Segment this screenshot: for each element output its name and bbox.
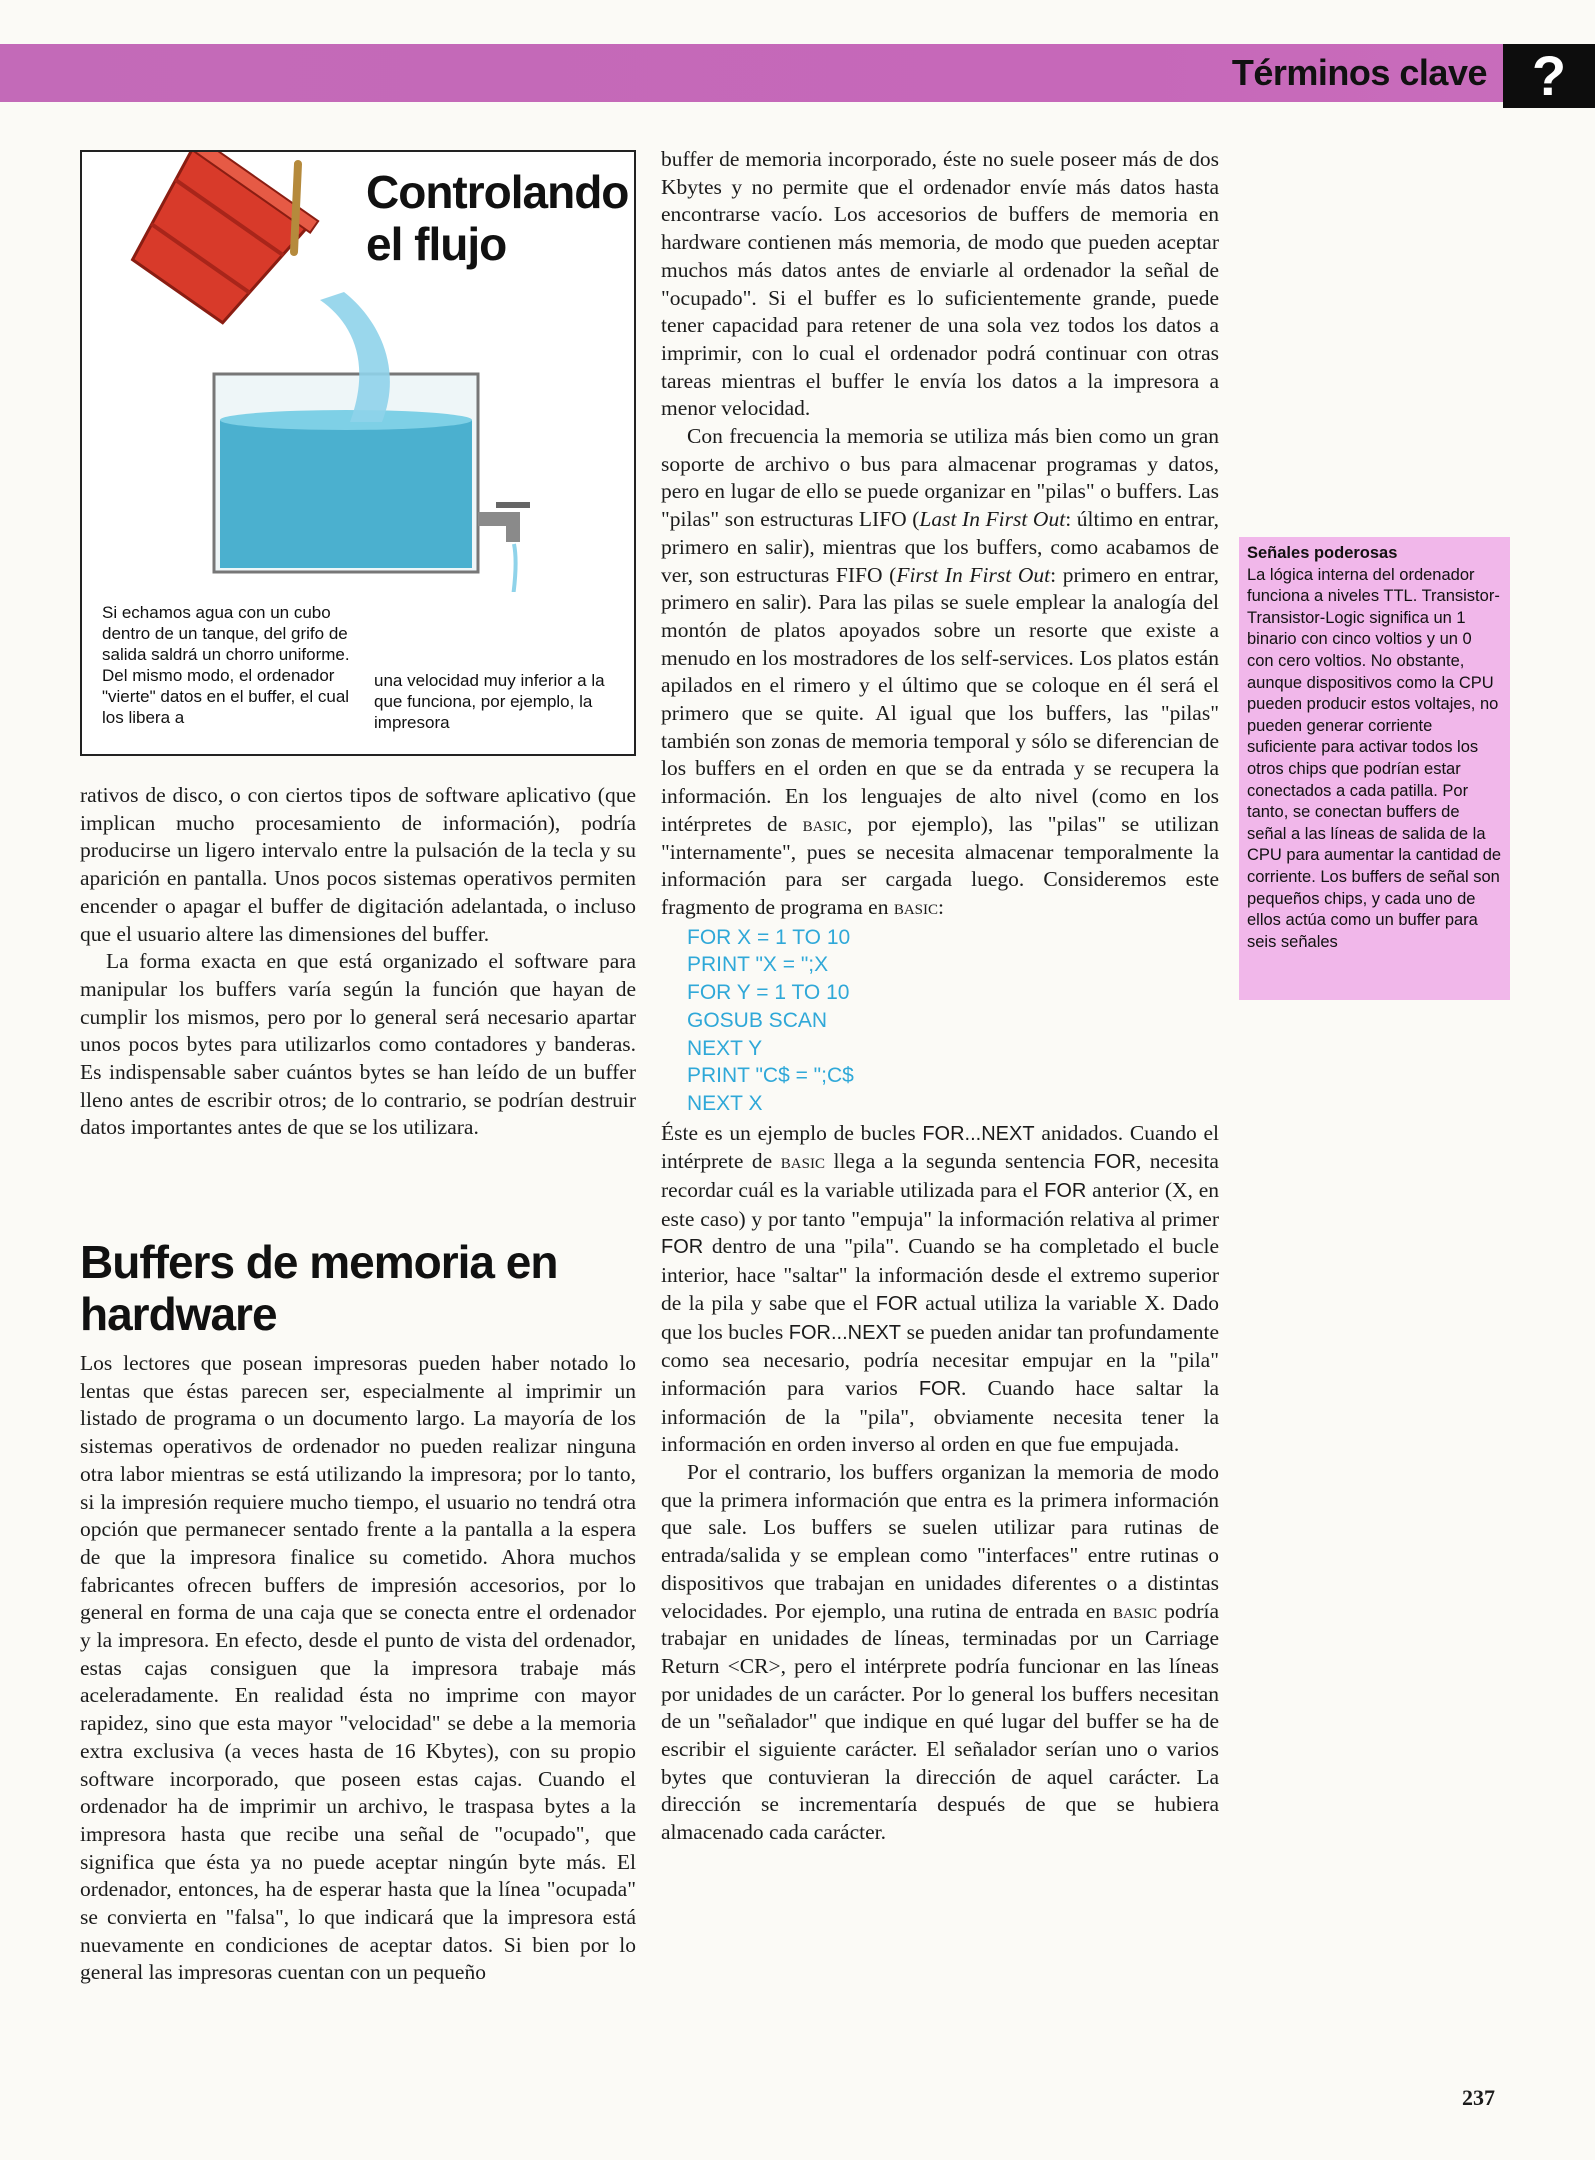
paragraph: Los lectores que posean impresoras pueden haber notado lo lentas que éstas parecen ser, especialmente al imprimir un listado de programa o un documento largo. La mayoría de los sistemas operativos de ordenador no pueden realizar ninguna otra labor mientras se está utilizando la impresora; por lo tanto, si la impresión requiere mucho tiempo, el usuario no tendrá otra opción que permanecer sentado frente a la pantalla a la espera de que la impresora finalice su cometido. Ahora muchos fabricantes ofrecen buffers de impresión accesorios, por lo general en forma de una caja que se conecta entre el ordenador y la impresora. En efecto, desde el punto de vista del ordenador, estas cajas consiguen que la impresora trabaje más aceleradamente. En realidad ésta no imprime con mayor rapidez, sino que esta mayor "velocidad" se debe a la memoria extra exclusiva (a veces hasta de 16 Kbytes), con su propio software incorporado, que poseen estas cajas. Cuando el ordenador ha de imprimir un archivo, le traspasa bytes a la impresora hasta que recibe una señal de "ocupado", que significa que ésta ya no puede aceptar ningún byte más. El ordenador, entonces, ha de esperar hasta que la línea "ocupada" se convierta en "falsa", lo que indicará que la impresora está nuevamente en condiciones de aceptar datos. Si bien por lo general las impresoras cuentan con un pequeño <box>80 1351 636 1985</box>
page-number: 237 <box>1462 2085 1495 2110</box>
sidebar-box <box>1239 537 1510 1000</box>
header-title: Términos clave <box>1231 52 1487 93</box>
figure-title: Controlando el flujo <box>366 166 629 270</box>
tank-water <box>220 420 472 568</box>
illustration-box <box>80 150 636 756</box>
code-line: NEXT X <box>687 1091 763 1115</box>
figure-caption-part-1: Si echamos agua con un cubo dentro de un tanque, del grifo de salida saldrá un chorro uniforme. Del mismo modo, el ordenador "vierte" datos en el buffer, el cual los libera a <box>102 603 350 727</box>
bucket-icon <box>116 152 318 334</box>
bucket-handle <box>294 164 298 252</box>
code-line: PRINT "C$ = ";C$ <box>687 1064 854 1088</box>
sidebar-title: Señales poderosas <box>1247 544 1398 562</box>
paragraph: Por el contrario, los buffers organizan la memoria de modo que la primera información que entra es la primera información que sale. Los buffers se suelen utilizar para rutinas de entrada/salida y se emplean como "interfaces" entre rutinas o dispositivos que trabajan en unidades diferentes o a distintas velocidades. Por ejemplo, una rutina de entrada en basic podría trabajar en unidades de líneas, terminadas por un Carriage Return <CR>, pero el intérprete podría funcionar en las líneas por unidades de un carácter. Por lo general los buffers necesitan de un "señalador" que indique en qué lugar del buffer se ha de escribir el siguiente carácter. El señalador serían uno o varios bytes que contuvieran la dirección de aquel carácter. La dirección se incrementaría después de que se hubiera almacenado cada carácter. <box>661 1460 1219 1845</box>
left-column-upper <box>80 782 636 1142</box>
middle-column <box>661 146 1219 1847</box>
code-line: PRINT "X = ";X <box>687 953 829 977</box>
paragraph: La forma exacta en que está organizado el software para manipular los buffers varía según la función que hayan de cumplir los mismos, pero por lo general será necesario apartar unos pocos bytes para utilizarlos como contadores y banderas. Es indispensable saber cuántos bytes se han leído de un buffer lleno antes de escribir otros; de lo contrario, se podrían destruir datos importantes antes de que se los utilizara. <box>80 949 636 1140</box>
left-column-lower <box>80 1350 636 1987</box>
code-line: NEXT Y <box>687 1036 763 1060</box>
code-line: GOSUB SCAN <box>687 1008 828 1032</box>
tap-icon <box>478 502 530 592</box>
question-mark-icon: ? <box>1503 44 1595 108</box>
paragraph: rativos de disco, o con ciertos tipos de software aplicativo (que implican mucho procesamiento de información), podría producirse un ligero intervalo entre la pulsación de la tecla y su aparición en pantalla. Unos pocos sistemas operativos permiten encender o apagar el buffer de digitación adelantada, o incluso que el usuario altere las dimensiones del buffer. <box>80 783 636 946</box>
code-line: FOR X = 1 TO 10 <box>687 925 851 949</box>
paragraph: Éste es un ejemplo de bucles FOR...NEXT anidados. Cuando el intérprete de basic llega a la segunda sentencia FOR, necesita recordar cuál es la variable utilizada para el FOR anterior (X, en este caso) y por tanto "empuja" la información relativa al primer FOR dentro de una "pila". Cuando se ha completado el bucle interior, hace "saltar" la información desde el extremo superior de la pila y sabe que el FOR actual utiliza la variable X. Dado que los bucles FOR...NEXT se pueden anidar tan profundamente como sea necesario, podría necesitar empujar en la "pila" información para varios FOR. Cuando hace saltar la información de la "pila", obviamente necesita tener la información en orden inverso al orden en que fue empujada. <box>661 1120 1220 1457</box>
paragraph: Con frecuencia la memoria se utiliza más bien como un gran soporte de archivo o bus para almacenar programas y datos, pero en lugar de ello se puede organizar en "pilas" o buffers. Las "pilas" son estructuras LIFO (Last In First Out: último en entrar, primero en salir), mientras que los buffers, como acabamos de ver, son estructuras FIFO (First In First Out: primero en entrar, primero en salir). Para las pilas se suele emplear la analogía del montón de platos apoyados sobre un resorte que existe a menudo en los mostradores de los self-services. Los platos están apilados en el rimero y el último que se coloque en él será el primero que se quite. Al igual que los buffers, las "pilas" también son zonas de memoria temporal y sólo se diferencian de los buffers en el orden en que se da entrada y se recupera la información. En los lenguajes de alto nivel (como en los intérpretes de basic, por ejemplo), las "pilas" se utilizan "internamente", pues se necesita almacenar temporalmente la información para ser cargada luego. Consideremos este fragmento de programa en basic: <box>661 424 1219 919</box>
sidebar-body: La lógica interna del ordenador funciona a niveles TTL. Transistor-Transistor-Logic significa un 1 binario con cinco voltios y un 0 con cero voltios. No obstante, aunque dispositivos como la CPU pueden producir estos voltajes, no pueden generar corriente suficiente para activar todos los otros chips que podrían estar conectados a cada patilla. Por tanto, se conectan buffers de señal a las líneas de salida de la CPU para aumentar la cantidad de corriente. Los buffers de señal son pequeños chips, y cada uno de ellos actúa como un buffer para seis señales <box>1247 565 1502 951</box>
water-surface <box>220 410 472 430</box>
paragraph: buffer de memoria incorporado, éste no suele poseer más de dos Kbytes y no permite que el ordenador envíe más datos hasta encontrarse vacío. Los accesorios de buffers de memoria en hardware contienen más memoria, de modo que pueden aceptar muchos más datos antes de enviarle al ordenador la señal de "ocupado". Si el buffer es lo suficientemente grande, puede tener capacidad para retener de una sola vez todos los datos a imprimir, con lo cual el ordenador podrá continuar con otras tareas mientras el buffer le envía los datos a la impresora a menor velocidad. <box>661 147 1219 421</box>
figure-caption-part-2: una velocidad muy inferior a la que funciona, por ejemplo, la impresora <box>374 671 605 732</box>
code-line: FOR Y = 1 TO 10 <box>687 981 850 1005</box>
section-heading: Buffers de memoria en hardware <box>80 1236 558 1340</box>
basic-code-listing <box>687 924 1219 1118</box>
